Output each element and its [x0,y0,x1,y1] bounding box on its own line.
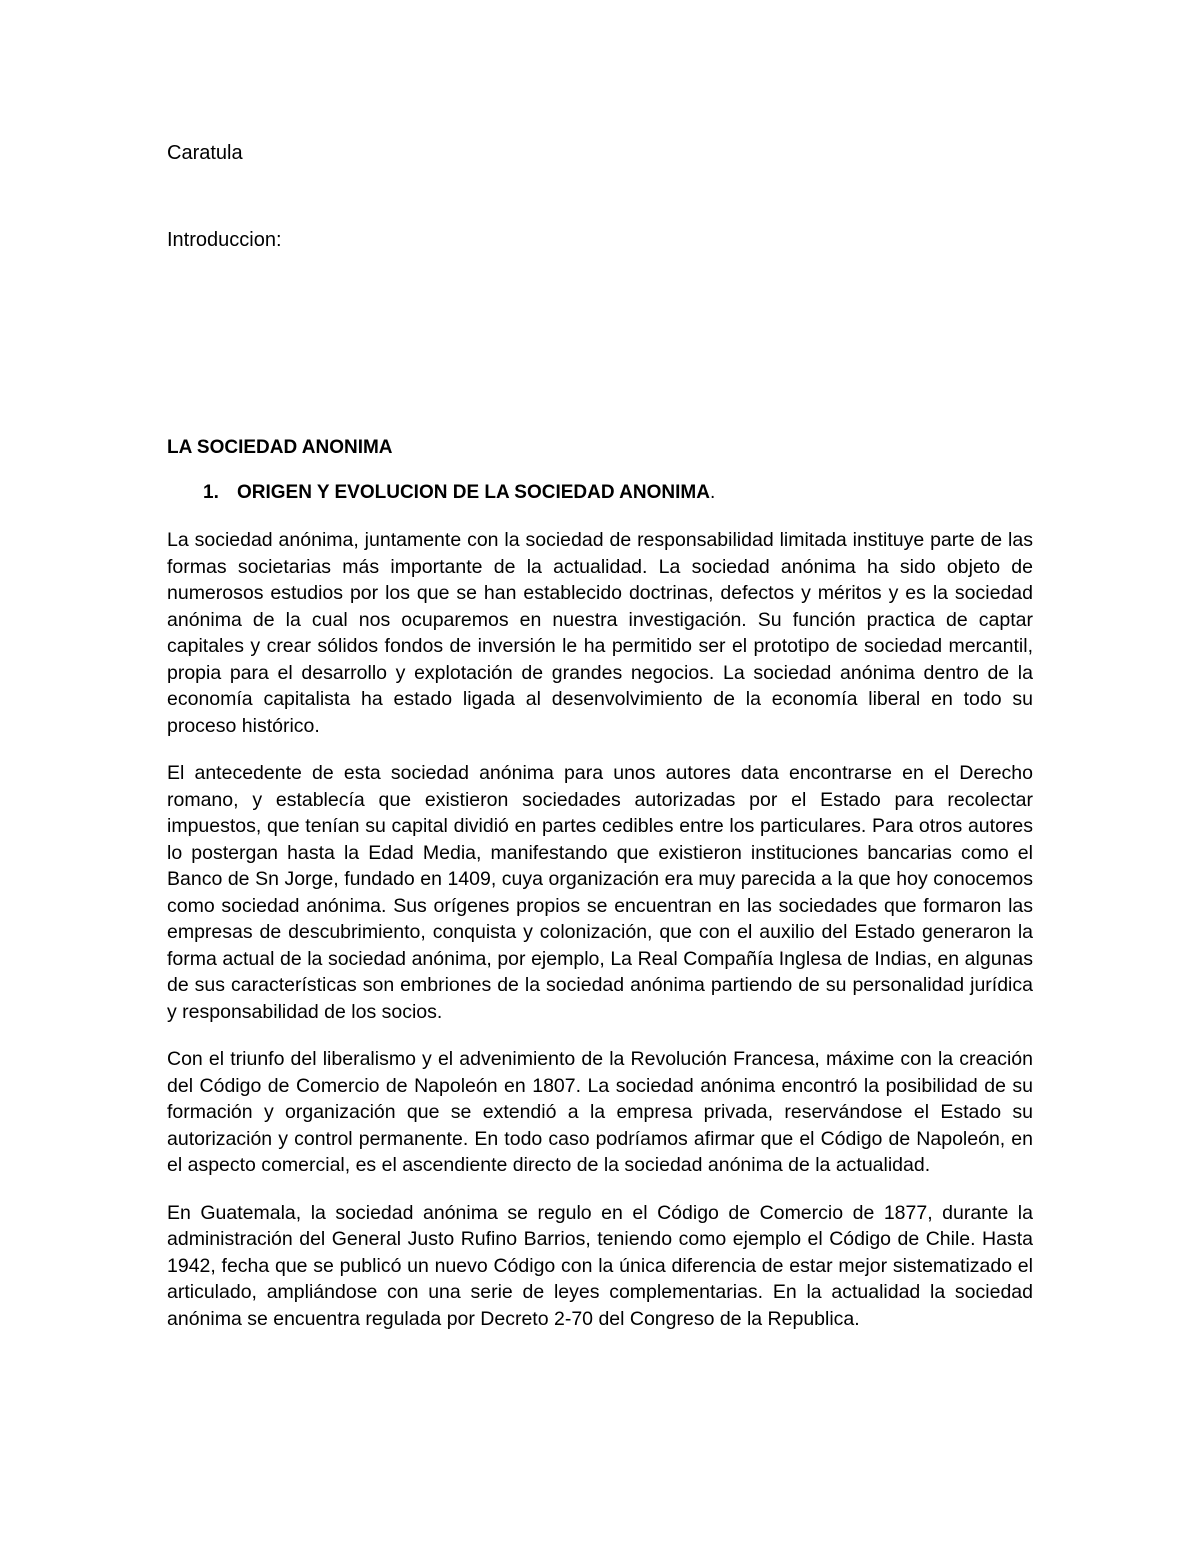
section-heading [203,480,715,506]
main-title: LA SOCIEDAD ANONIMA [167,437,393,458]
body-text [167,527,1033,1353]
introduccion-label: Introduccion: [167,229,282,251]
paragraph-antecedents: El antecedente de esta sociedad anónima para unos autores data encontrarse en el Derecho romano, y establecía que existieron sociedades autorizadas por el Estado para recolectar impuestos, que tenían su capital dividió en partes cedibles entre los particulares. Para otros autores lo postergan hasta la Edad Media, manifestando que existieron instituciones bancarias como el Banco de Sn Jorge, fundado en 1409, cuya organización era muy parecida a la que hoy conocemos como sociedad anónima. Sus orígenes propios se encuentran en las sociedades que formaron las empresas de descubrimiento, conquista y colonización, que con el auxilio del Estado generaron la forma actual de la sociedad anónima, por ejemplo, La Real Compañía Inglesa de Indias, en algunas de sus características son embriones de la sociedad anónima partiendo de su personalidad jurídica y responsabilidad de los socios. [167,762,1033,1023]
caratula-label: Caratula [167,142,243,164]
section-trailing-period: . [709,482,716,503]
paragraph-origin: La sociedad anónima, juntamente con la sociedad de responsabilidad limitada instituye parte de las formas societarias más importante de la actualidad. La sociedad anónima ha sido objeto de numerosos estudios por los que se han establecido doctrinas, defectos y méritos y es la sociedad anónima de la cual nos ocuparemos en nuestra investigación. Su función practica de captar capitales y crear sólidos fondos de inversión le ha permitido ser el prototipo de sociedad mercantil, propia para el desarrollo y explotación de grandes negocios. La sociedad anónima dentro de la economía capitalista ha estado ligada al desenvolvimiento de la economía liberal en todo su proceso histórico. [167,529,1033,737]
paragraph-napoleon: Con el triunfo del liberalismo y el advenimiento de la Revolución Francesa, máxime con la creación del Código de Comercio de Napoleón en 1807. La sociedad anónima encontró la posibilidad de su formación y organización que se extendió a la empresa privada, reservándose el Estado su autorización y control permanente. En todo caso podríamos afirmar que el Código de Napoleón, en el aspecto comercial, es el ascendiente directo de la sociedad anónima de la actualidad. [167,1048,1033,1176]
paragraph-guatemala: En Guatemala, la sociedad anónima se regulo en el Código de Comercio de 1877, durante la administración del General Justo Rufino Barrios, teniendo como ejemplo el Código de Chile. Hasta 1942, fecha que se publicó un nuevo Código con la única diferencia de estar mejor sistematizado el articulado, ampliándose con una serie de leyes complementarias. En la actualidad la sociedad anónima se encuentra regulada por Decreto 2-70 del Congreso de la Republica. [167,1201,1033,1330]
section-title: ORIGEN Y EVOLUCION DE LA SOCIEDAD ANONIMA [237,482,710,503]
section-number: 1. [203,482,219,503]
